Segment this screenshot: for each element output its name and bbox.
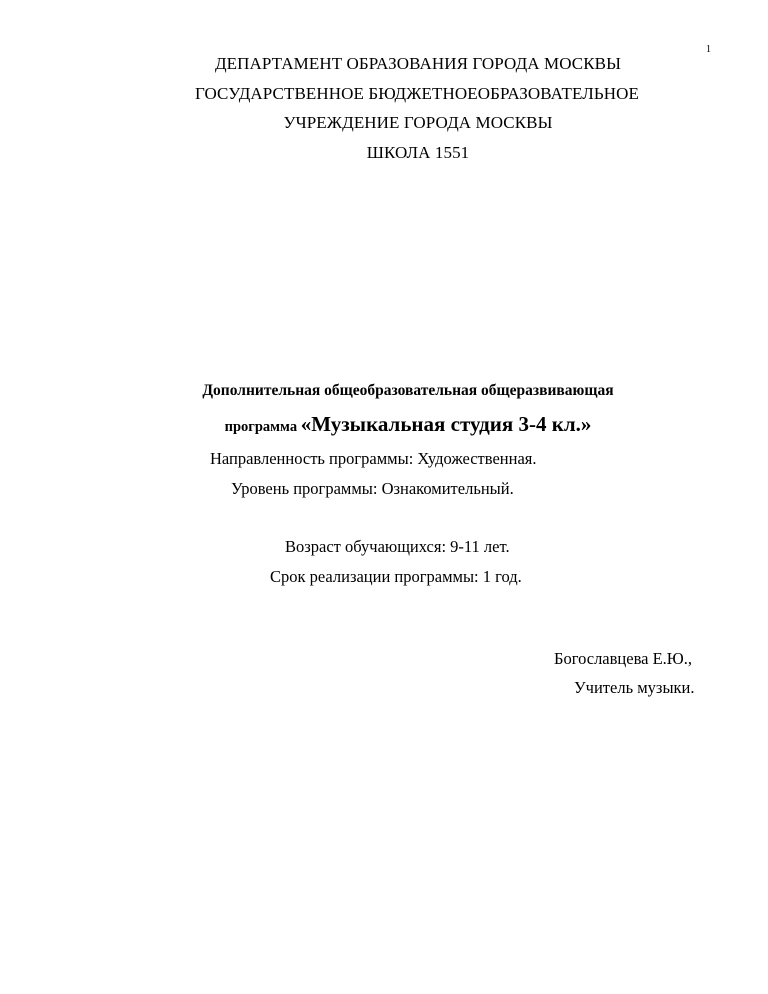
program-term: Срок реализации программы: 1 год.	[270, 567, 522, 586]
program-level: Уровень программы: Ознакомительный.	[231, 479, 514, 498]
page-number: 1	[706, 44, 711, 55]
institution-type-heading: ГОСУДАРСТВЕННОЕ БЮДЖЕТНОЕОБРАЗОВАТЕЛЬНОЕ	[194, 84, 640, 103]
program-title-name-line	[0, 412, 768, 437]
program-title-line: Дополнительная общеобразовательная общеразвивающая	[202, 382, 614, 399]
school-name-heading: ШКОЛА 1551	[366, 143, 470, 162]
program-direction: Направленность программы: Художественная.	[210, 449, 537, 468]
author-name: Богославцева Е.Ю.,	[554, 649, 693, 668]
institution-city-heading: УЧРЕЖДЕНИЕ ГОРОДА МОСКВЫ	[283, 113, 553, 132]
author-position: Учитель музыки.	[574, 678, 695, 697]
program-name: «Музыкальная студия 3-4 кл.»	[300, 412, 592, 436]
department-heading: ДЕПАРТАМЕНТ ОБРАЗОВАНИЯ ГОРОДА МОСКВЫ	[214, 54, 622, 73]
student-age: Возраст обучающихся: 9-11 лет.	[285, 537, 510, 556]
program-title-prefix: программа	[224, 419, 301, 435]
